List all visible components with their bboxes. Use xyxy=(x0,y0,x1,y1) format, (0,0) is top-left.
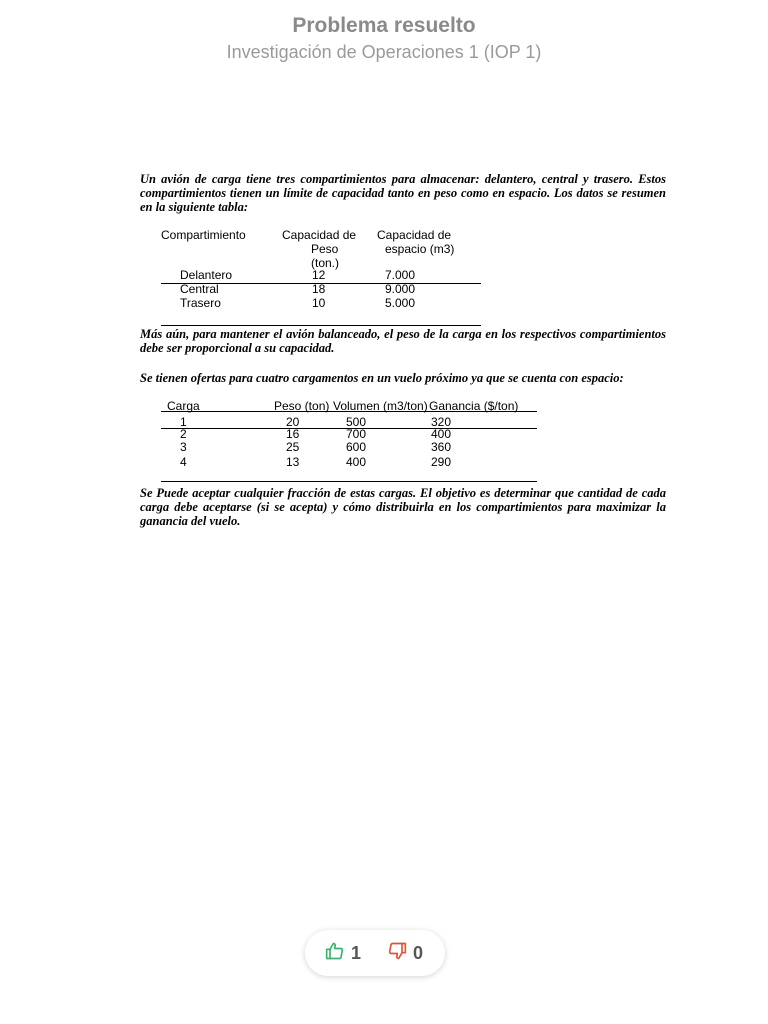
paragraph-problem-intro: Un avión de carga tiene tres compartimientos para almacenar: delantero, central y trasero. Estos compartimientos tienen un límite de capacidad tanto en peso como en espacio. Los datos se resumen en la siguiente tabla: xyxy=(140,172,666,214)
downvote-button[interactable] xyxy=(387,930,423,976)
cell-ganancia: 320 xyxy=(431,415,452,429)
upvote-count: 1 xyxy=(351,942,362,963)
thumbs-down-icon xyxy=(387,941,407,966)
cell-peso: 20 xyxy=(286,415,300,429)
paragraph-objective: Se Puede aceptar cualquier fracción de estas cargas. El objetivo es determinar que cantidad de cada carga debe aceptarse (si se acepta) y cómo distribuirla en los compartimientos para maximizar la ganancia del vuelo. xyxy=(140,486,666,528)
cell-ganancia: 290 xyxy=(431,455,452,469)
page-subtitle: Investigación de Operaciones 1 (IOP 1) xyxy=(226,42,542,62)
table-header-rule xyxy=(161,411,537,412)
cell-ganancia: 400 xyxy=(431,427,452,441)
table-header-compartment: Compartimiento xyxy=(161,228,246,242)
cell-carga: 4 xyxy=(180,455,187,469)
cell-space: 7.000 xyxy=(385,268,416,282)
table-header-weight-line3: (ton.) xyxy=(311,256,340,270)
cell-space: 9.000 xyxy=(385,282,416,296)
table-bottom-rule xyxy=(161,325,481,326)
cell-carga: 3 xyxy=(180,440,187,454)
table-header-carga: Carga xyxy=(167,399,200,413)
cell-volumen: 700 xyxy=(346,427,367,441)
cell-peso: 13 xyxy=(286,455,300,469)
cell-compartment: Central xyxy=(180,282,219,296)
cell-volumen: 500 xyxy=(346,415,367,429)
upvote-button[interactable] xyxy=(325,930,361,976)
table-header-peso: Peso (ton) xyxy=(274,399,330,413)
thumbs-up-icon xyxy=(325,941,345,966)
cell-peso: 25 xyxy=(286,440,300,454)
table-header-weight-line1: Capacidad de xyxy=(282,228,357,242)
vote-widget xyxy=(305,930,445,976)
cell-volumen: 400 xyxy=(346,455,367,469)
cell-volumen: 600 xyxy=(346,440,367,454)
cell-weight: 12 xyxy=(312,268,326,282)
table-header-space-line2: espacio (m3) xyxy=(385,242,455,256)
cell-carga: 1 xyxy=(180,415,187,429)
table-header-volumen: Volumen (m3/ton) xyxy=(333,399,428,413)
downvote-count: 0 xyxy=(413,942,424,963)
cell-peso: 16 xyxy=(286,427,300,441)
cell-compartment: Delantero xyxy=(180,268,233,282)
table-header-ganancia: Ganancia ($/ton) xyxy=(429,399,519,413)
cell-weight: 10 xyxy=(312,296,326,310)
table-bottom-rule xyxy=(161,481,537,482)
paragraph-balance-constraint: Más aún, para mantener el avión balanceado, el peso de la carga en los respectivos compartimientos debe ser proporcional a su capacidad. xyxy=(140,327,666,355)
table-header-space-line1: Capacidad de xyxy=(377,228,452,242)
cell-space: 5.000 xyxy=(385,296,416,310)
paragraph-offers: Se tienen ofertas para cuatro cargamentos en un vuelo próximo ya que se cuenta con espacio: xyxy=(140,371,624,385)
cell-carga: 2 xyxy=(180,427,187,441)
cell-weight: 18 xyxy=(312,282,326,296)
page-header xyxy=(0,12,768,64)
cell-compartment: Trasero xyxy=(180,296,221,310)
cell-ganancia: 360 xyxy=(431,440,452,454)
page-title: Problema resuelto xyxy=(292,14,476,37)
table-header-weight-line2: Peso xyxy=(311,242,339,256)
